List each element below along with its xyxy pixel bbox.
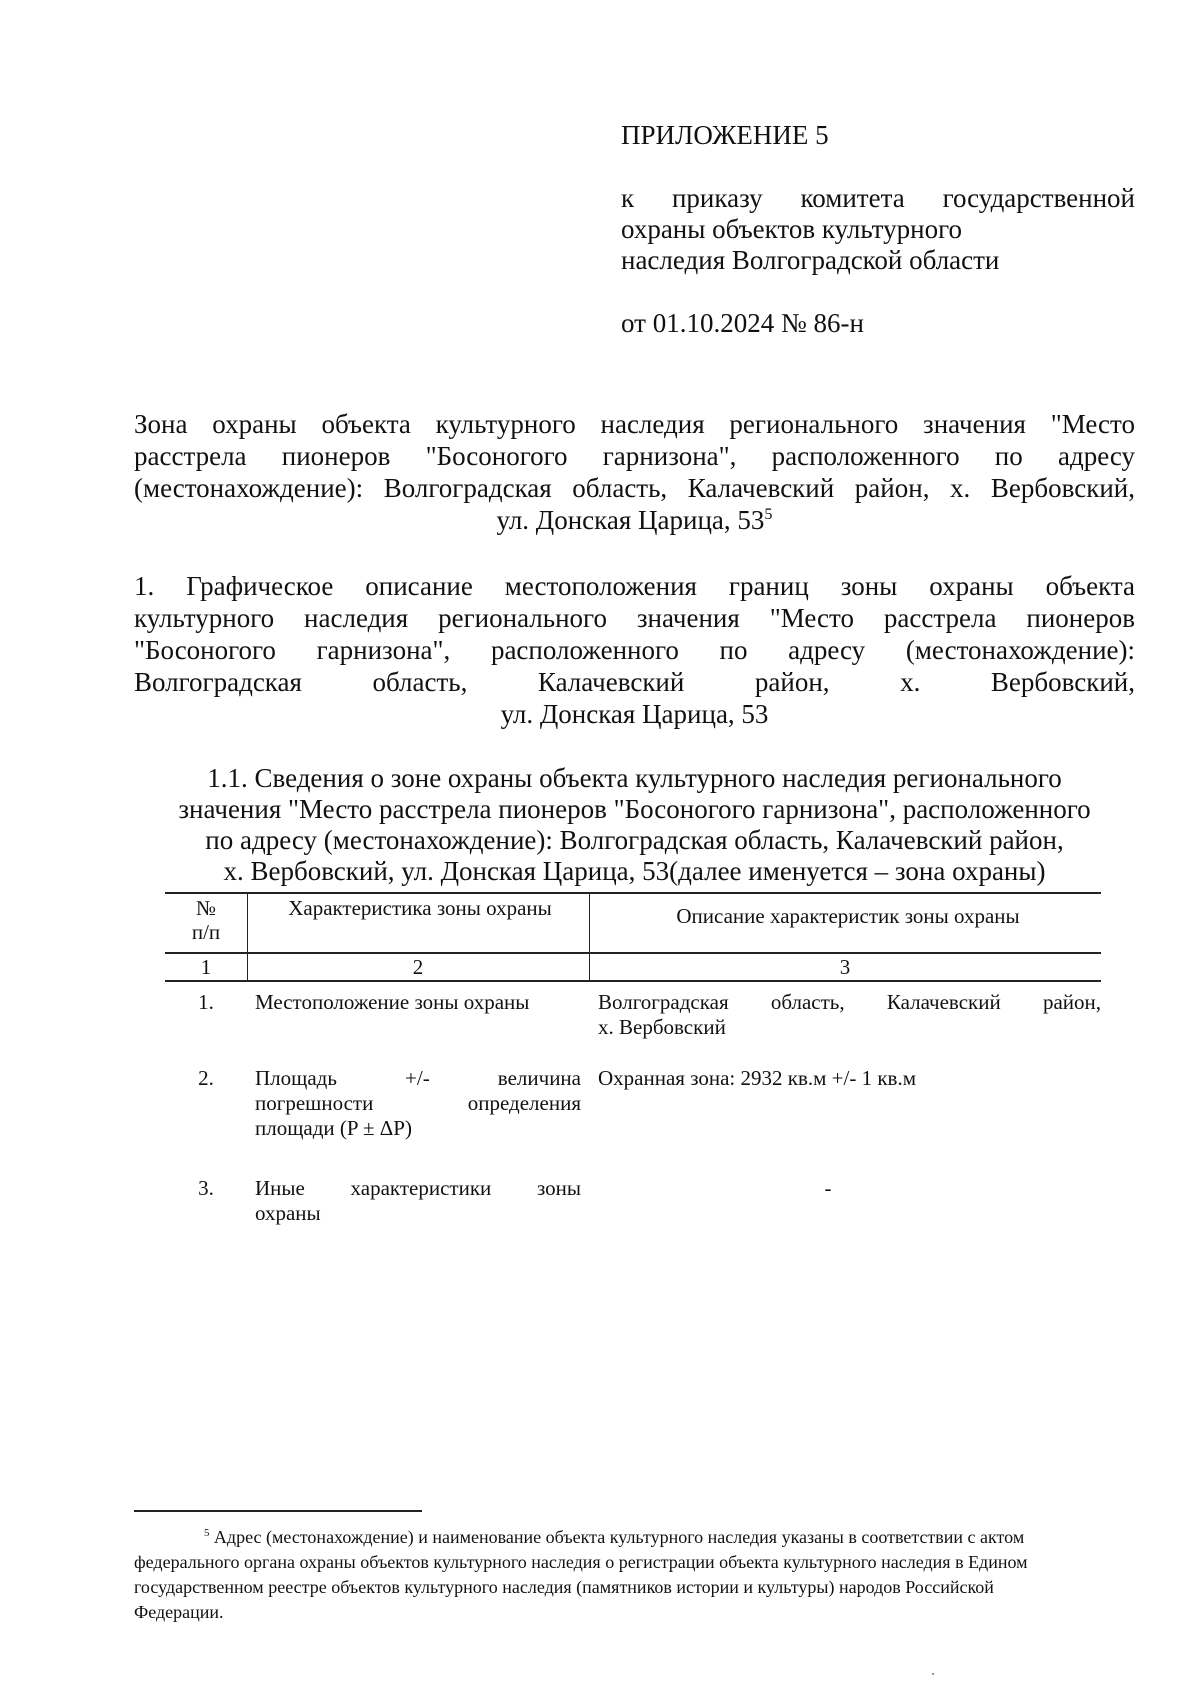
section-1-line: "Босоногого гарнизона", расположенного по адресу (местонахождение): [134,635,1135,665]
table-numbering-rule [165,980,1101,982]
appendix-title: ПРИЛОЖЕНИЕ 5 [621,120,829,150]
row-characteristic: Местоположение зоны охраны [255,990,530,1014]
section-1-1-line: 1.1. Сведения о зоне охраны объекта культурного наследия регионального [207,763,1062,793]
row-number: 2. [198,1066,214,1090]
row-description-line: Волгоградская область, Калачевский район, [598,990,1101,1014]
footnote-line: государственном реестре объектов культурного наследия (памятников истории и культуры) народов Российской [134,1577,994,1597]
appendix-order-line: охраны объектов культурного [621,214,962,244]
scan-speck [932,1673,934,1675]
footnote-separator [134,1510,422,1512]
section-1-line: ул. Донская Царица, 53 [500,699,769,729]
row-description: - [824,1176,832,1200]
appendix-date: от 01.10.2024 № 86-н [621,308,864,338]
row-description [598,990,1101,1040]
column-number: 2 [412,955,424,979]
title-line [134,504,1135,536]
section-1-line: Волгоградская область, Калачевский район, х. Вербовский, [134,667,1135,697]
section-1-heading [134,570,1135,730]
footnote-text: Адрес (местонахождение) и наименование объекта культурного наследия указаны в соответствии с актом [213,1527,1025,1547]
section-1-1-line: значения "Место расстрела пионеров "Босоногого гарнизона", расположенного [178,794,1091,824]
section-1-1-heading [134,763,1135,887]
row-description: Охранная зона: 2932 кв.м +/- 1 кв.м [598,1066,916,1090]
row-characteristic [255,1066,581,1141]
appendix-order-reference [621,183,1135,276]
header-description: Описание характеристик зоны охраны [676,904,1020,928]
section-1-line: 1. Графическое описание местоположения границ зоны охраны объекта [134,571,1135,601]
header-number-symbol: № [195,896,217,920]
column-number: 3 [839,955,851,979]
footnote [134,1525,1135,1625]
row-number: 3. [198,1176,214,1200]
row-description-line: х. Вербовский [598,1015,726,1039]
appendix-order-line: к приказу комитета государственной [621,183,1135,213]
table-top-rule [165,892,1101,894]
section-1-1-line: по адресу (местонахождение): Волгоградская область, Калачевский район, [205,825,1064,855]
document-title [134,408,1135,536]
footnote-marker: 5 [204,1527,210,1539]
title-line: (местонахождение): Волгоградская область, Калачевский район, х. Вербовский, [134,473,1135,503]
row-characteristic-line: погрешности определения [255,1091,581,1115]
row-characteristic [255,1176,581,1226]
section-1-line: культурного наследия регионального значения "Место расстрела пионеров [134,603,1135,633]
row-number: 1. [198,990,214,1014]
row-characteristic-line: охраны [255,1201,321,1225]
row-characteristic-line: Иные характеристики зоны [255,1176,581,1200]
title-address: ул. Донская Царица, 53 [496,505,765,535]
header-number [165,896,247,944]
footnote-reference: 5 [764,505,773,523]
section-1-1-line: х. Вербовский, ул. Донская Царица, 53(далее именуется – зона охраны) [223,856,1046,886]
footnote-line [134,1525,1135,1550]
header-characteristic: Характеристика зоны охраны [288,896,552,920]
appendix-order-line: наследия Волгоградской области [621,245,1000,275]
column-number: 1 [200,955,212,979]
table-header-rule [165,952,1101,954]
title-line: Зона охраны объекта культурного наследия регионального значения "Место [134,409,1135,439]
footnote-line: федерального органа охраны объектов культурного наследия о регистрации объекта культурного наследия в Едином [134,1552,1028,1572]
title-line: расстрела пионеров "Босоногого гарнизона", расположенного по адресу [134,441,1135,471]
row-characteristic-line: площади (P ± ΔP) [255,1116,412,1140]
header-number-abbr: п/п [191,920,221,944]
row-characteristic-line: Площадь +/- величина [255,1066,581,1090]
footnote-line: Федерации. [134,1602,224,1622]
